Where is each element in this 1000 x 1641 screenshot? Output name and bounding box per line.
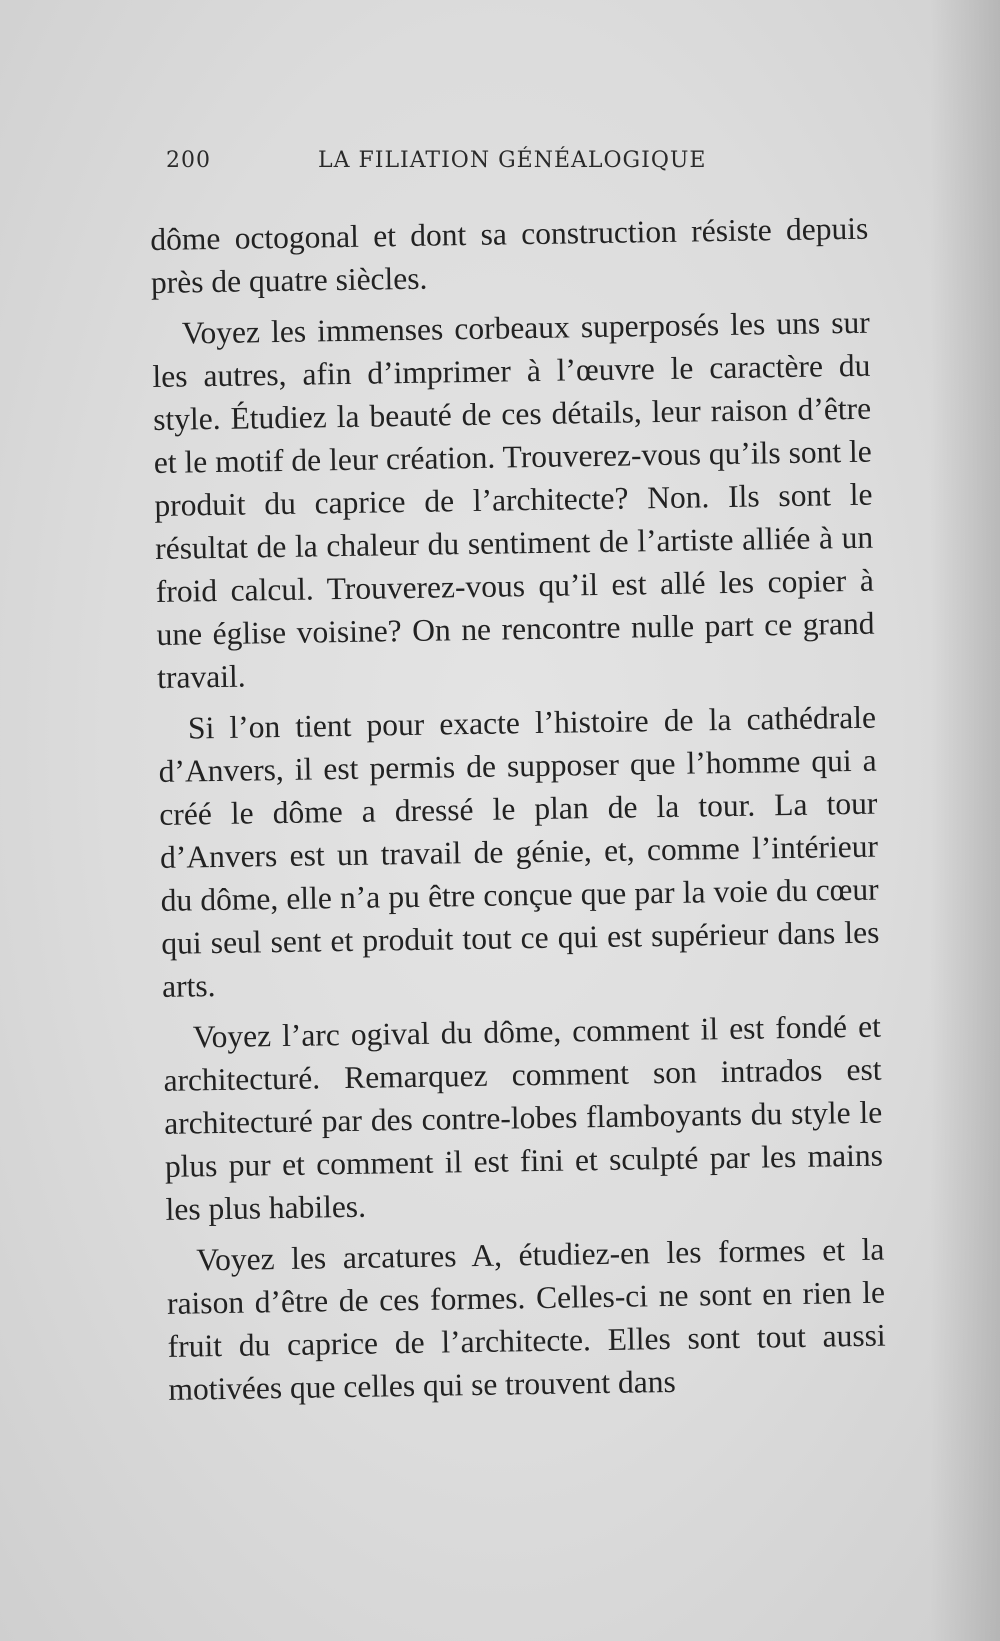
running-title: LA FILIATION GÉNÉALOGIQUE <box>318 148 707 173</box>
page-header <box>166 148 726 188</box>
paragraph: Voyez les immenses corbeaux superposés les uns sur les autres, afin d’imprimer à l’œuvre le caractère du style. Étudiez la beauté de ces détails, leur raison d’être et le motif de leur création. Trouverez-vous qu’ils sont le produit du caprice de l’architecte? Non. Ils sont le résultat de la chaleur du sentiment de l’artiste alliée à un froid calcul. Trouverez-vous qu’il est allé les copier à une église voisine? On ne rencontre nulle part ce grand travail. <box>152 304 875 695</box>
paragraph: dôme octogonal et dont sa construction résiste depuis près de quatre siècles. <box>150 210 869 300</box>
paragraph: Voyez l’arc ogival du dôme, comment il est fondé et architecturé. Remarquez comment son intrados est architecturé par des contre-lobes flamboyants du style le plus pur et comment il est fini et sculpté par les mains les plus habiles. <box>163 1008 884 1227</box>
body-text <box>150 207 887 1419</box>
paragraph: Si l’on tient pour exacte l’histoire de la cathédrale d’Anvers, il est permis de supposer que l’homme qui a créé le dôme a dressé le plan de la tour. La tour d’Anvers est un travail de génie, et, comme l’intérieur du dôme, elle n’a pu être conçue que par la voie du cœur qui seul sent et produit tout ce qui est supérieur dans les arts. <box>158 699 880 1004</box>
paragraph: Voyez les arcatures A, étudiez-en les formes et la raison d’être de ces formes. Celles-ci ne sont en rien le fruit du caprice de l’architecte. Elles sont tout aussi motivées que celles qui se trouvent dans <box>166 1231 886 1407</box>
page-gutter-shadow <box>930 0 1000 1641</box>
page-number: 200 <box>166 148 211 173</box>
